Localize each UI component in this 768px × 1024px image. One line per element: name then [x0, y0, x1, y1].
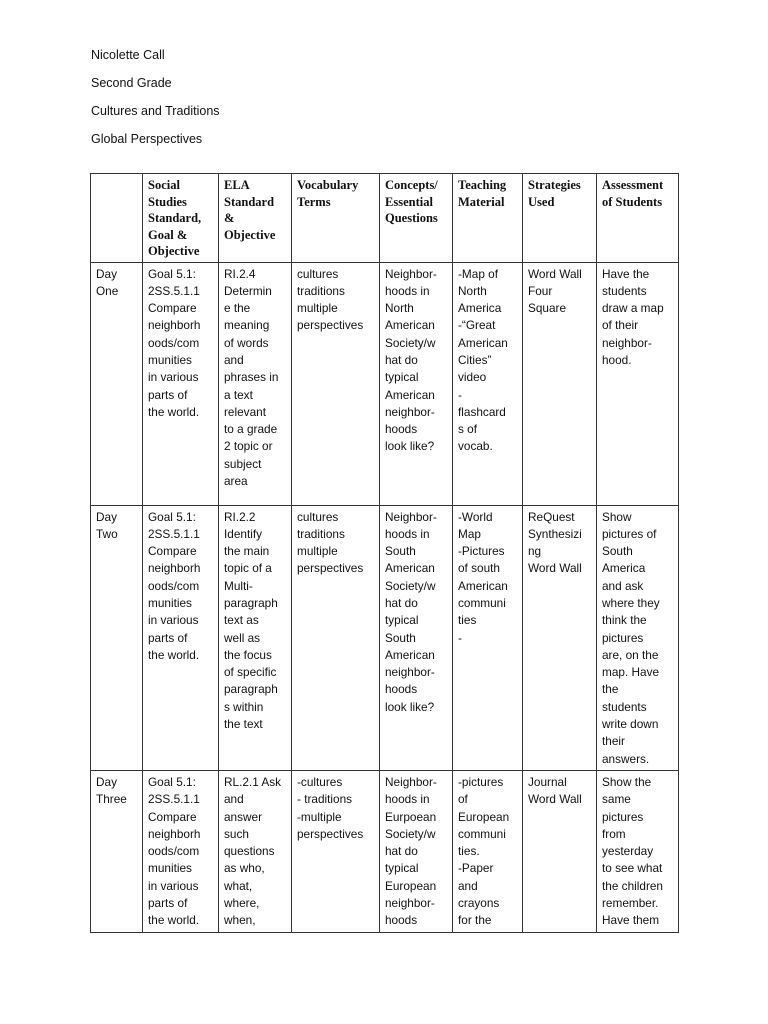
ela-cell: RI.2.4 Determin e the meaning of words and phrases in a text relevant to a grade 2 topic or subject area — [219, 262, 292, 505]
header-cell-assessment: Assessment of Students — [597, 174, 679, 263]
vocabulary-cell: cultures traditions multiple perspectives — [292, 505, 380, 770]
assessment-cell: Show pictures of South America and ask where they think the pictures are, on the map. Have the students write down their answers. — [597, 505, 679, 770]
lesson-plan-table — [90, 173, 679, 933]
day-cell: Day Three — [91, 770, 143, 932]
social-studies-cell: Goal 5.1: 2SS.5.1.1 Compare neighborh oods/com munities in various parts of the world. — [143, 262, 219, 505]
table-row — [91, 770, 679, 932]
table-header-row — [91, 174, 679, 263]
social-studies-cell: Goal 5.1: 2SS.5.1.1 Compare neighborh oods/com munities in various parts of the world. — [143, 505, 219, 770]
header-cell-vocabulary: Vocabulary Terms — [292, 174, 380, 263]
author-name: Nicolette Call — [91, 48, 165, 62]
header-cell-ela: ELA Standard & Objective — [219, 174, 292, 263]
assessment-cell: Show the same pictures from yesterday to see what the children remember. Have them — [597, 770, 679, 932]
header-cell-material: Teaching Material — [453, 174, 523, 263]
unit-subtitle: Global Perspectives — [91, 132, 203, 146]
material-cell: -World Map -Pictures of south American communi ties - — [453, 505, 523, 770]
concepts-cell: Neighbor- hoods in Eurpoean Society/w hat do typical European neighbor- hoods — [380, 770, 453, 932]
concepts-cell: Neighbor- hoods in North American Society/w hat do typical American neighbor- hoods look like? — [380, 262, 453, 505]
ela-cell: RL.2.1 Ask and answer such questions as who, what, where, when, — [219, 770, 292, 932]
material-cell: -pictures of European communi ties. -Paper and crayons for the — [453, 770, 523, 932]
vocabulary-cell: cultures traditions multiple perspectives — [292, 262, 380, 505]
header-cell-concepts: Concepts/ Essential Questions — [380, 174, 453, 263]
strategies-cell: ReQuest Synthesizi ng Word Wall — [523, 505, 597, 770]
social-studies-cell: Goal 5.1: 2SS.5.1.1 Compare neighborh oods/com munities in various parts of the world. — [143, 770, 219, 932]
strategies-cell: Word Wall Four Square — [523, 262, 597, 505]
ela-cell: RI.2.2 Identify the main topic of a Multi- paragraph text as well as the focus of specific paragraph s within the text — [219, 505, 292, 770]
vocabulary-cell: -cultures - traditions -multiple perspectives — [292, 770, 380, 932]
header-cell-day — [91, 174, 143, 263]
table-row — [91, 505, 679, 770]
concepts-cell: Neighbor- hoods in South American Society/w hat do typical South American neighbor- hoods look like? — [380, 505, 453, 770]
material-cell: -Map of North America -“Great American Cities” video - flashcard s of vocab. — [453, 262, 523, 505]
header-cell-strategies: Strategies Used — [523, 174, 597, 263]
header-cell-social-studies: Social Studies Standard, Goal & Objective — [143, 174, 219, 263]
unit-title: Cultures and Traditions — [91, 104, 220, 118]
day-cell: Day Two — [91, 505, 143, 770]
document-header — [91, 47, 220, 159]
table-row — [91, 262, 679, 505]
grade-level: Second Grade — [91, 76, 172, 90]
day-cell: Day One — [91, 262, 143, 505]
strategies-cell: Journal Word Wall — [523, 770, 597, 932]
assessment-cell: Have the students draw a map of their neighbor- hood. — [597, 262, 679, 505]
